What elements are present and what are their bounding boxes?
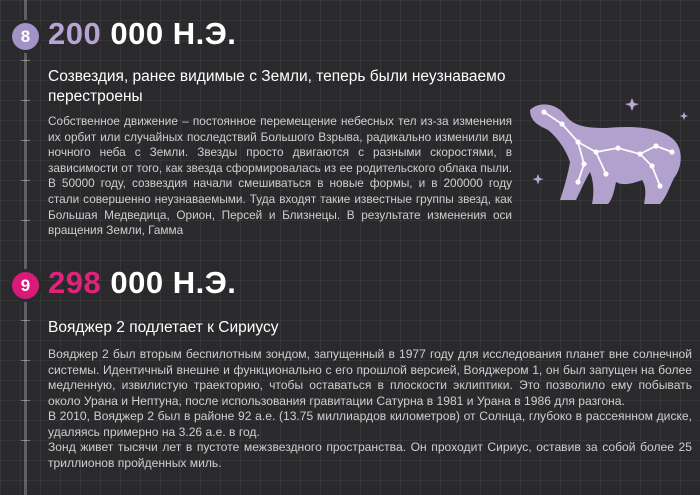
timeline-line [24, 0, 27, 495]
year-highlight: 200 [48, 16, 102, 51]
section-subtitle: Созвездия, ранее видимые с Земли, теперь были неузнаваемо перестроены [48, 68, 506, 105]
bear-constellation-icon [522, 90, 692, 220]
body-paragraph: Вояджер 2 был вторым беспилотным зондом, запущенный в 1977 году для исследования планет вне солнечной системы. Идентичный внешне и функционально с его прошлой версией, Вояджером 1, он был запущен на более медленную, извилистую траекторию, чтобы оставаться в плоскости эклиптики. Это позволило ему побывать около Урана и Нептуна, после использования гравитации Сатурна в 1981 и Урана в 1986 для разгона. [48, 347, 692, 408]
year-highlight: 298 [48, 265, 102, 300]
section-year-heading [48, 16, 236, 52]
section-body: Собственное движение – постоянное перемещение небесных тел из-за изменения их орбит или случайных последствий Большого Взрыва, радикально изменили вид ночного неба с Земли. Звезды просто двигаются с разными скоростями, в зависимости от того, как звезда сформировалась из ее родительского облака пыли. В 50000 году, созвездия начали смешиваться в новые формы, и в 200000 году стали совершенно неузнаваемыми. Туда входят такие известные группы звезд, как Большая Медведица, Орион, Персей и Близнецы. В результате изменения оси вращения Земли, Гамма [48, 114, 512, 238]
section-number-badge: 9 [12, 272, 39, 299]
section-subtitle: Вояджер 2 подлетает к Сириусу [48, 319, 279, 336]
section-number-badge: 8 [12, 23, 39, 50]
section-year-heading [48, 265, 236, 301]
year-rest: 000 Н.Э. [110, 16, 237, 51]
section-body [48, 347, 692, 471]
body-paragraph: В 2010, Вояджер 2 был в районе 92 а.е. (13.75 миллиардов километров) от Солнца, глубоко в рассеянном диске, удаляясь примерно на 3.26 а.е. в год. [48, 409, 692, 439]
body-paragraph: Зонд живет тысячи лет в пустоте межзвездного пространства. Он проходит Сириус, оставив за собой более 25 триллионов пройденных миль. [48, 440, 692, 470]
year-rest: 000 Н.Э. [110, 265, 237, 300]
